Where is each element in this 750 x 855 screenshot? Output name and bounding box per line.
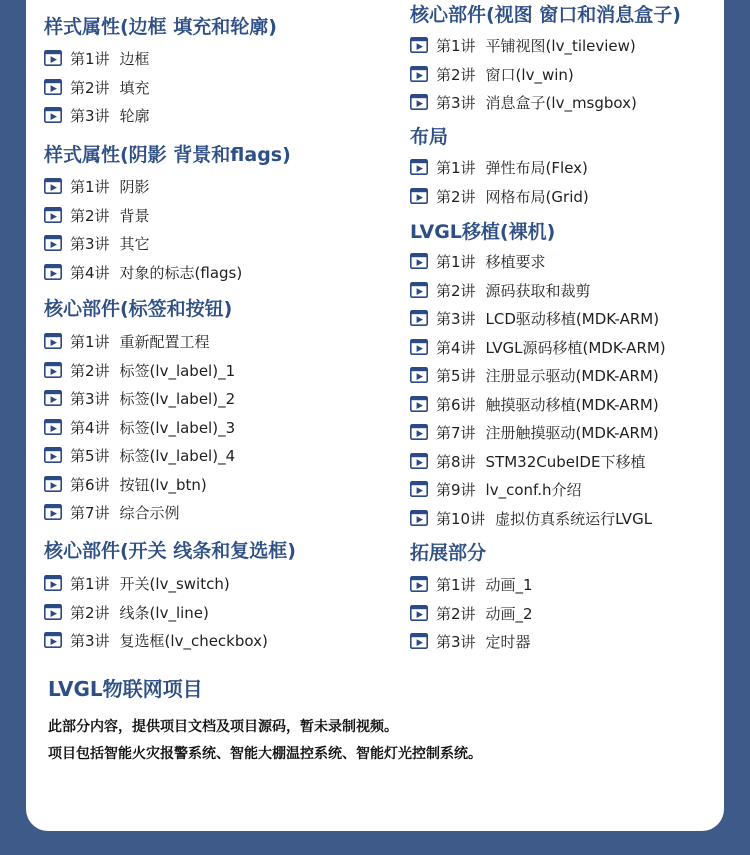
- lesson-number: 第5讲: [436, 366, 476, 385]
- lesson-number: 第2讲: [436, 65, 476, 84]
- video-play-icon: [44, 235, 62, 251]
- lesson-number: 第1讲: [70, 332, 110, 351]
- video-play-icon: [410, 94, 428, 110]
- section-title: 核心部件(视图 窗口和消息盒子): [410, 4, 681, 26]
- lesson-title: 动画_2: [485, 604, 533, 623]
- lesson-title: 注册显示驱动(MDK-ARM): [485, 366, 659, 385]
- lesson-item[interactable]: [410, 279, 591, 301]
- lesson-number: 第4讲: [70, 418, 110, 437]
- lesson-item[interactable]: [410, 421, 659, 443]
- lesson-item[interactable]: [410, 450, 645, 472]
- section-title: 布局: [410, 126, 449, 148]
- lesson-title: 窗口(lv_win): [485, 65, 574, 84]
- lesson-item[interactable]: [44, 387, 235, 409]
- lesson-number: 第2讲: [70, 78, 110, 97]
- lesson-item[interactable]: [410, 91, 637, 113]
- section-title: 样式属性(阴影 背景和flags): [44, 144, 291, 166]
- lesson-item[interactable]: [44, 330, 210, 352]
- lesson-title: 标签(lv_label)_2: [119, 389, 236, 408]
- lesson-item[interactable]: [44, 232, 150, 254]
- lesson-title: 消息盒子(lv_msgbox): [485, 93, 637, 112]
- lesson-title: 其它: [119, 234, 150, 253]
- lesson-title: LCD驱动移植(MDK-ARM): [485, 309, 660, 328]
- lesson-title: 平铺视图(lv_tileview): [485, 36, 636, 55]
- lesson-item[interactable]: [44, 473, 207, 495]
- video-play-icon: [44, 447, 62, 463]
- lesson-number: 第2讲: [436, 281, 476, 300]
- section-title: 拓展部分: [410, 542, 487, 564]
- lesson-item[interactable]: [410, 602, 533, 624]
- video-play-icon: [44, 419, 62, 435]
- video-play-icon: [410, 424, 428, 440]
- lesson-number: 第5讲: [70, 446, 110, 465]
- lesson-item[interactable]: [410, 336, 666, 358]
- lesson-title: 重新配置工程: [119, 332, 210, 351]
- lesson-number: 第7讲: [436, 423, 476, 442]
- video-play-icon: [44, 178, 62, 194]
- lesson-item[interactable]: [44, 601, 209, 623]
- lesson-item[interactable]: [44, 572, 230, 594]
- video-play-icon: [410, 159, 428, 175]
- lesson-number: 第2讲: [436, 187, 476, 206]
- lesson-title: 背景: [119, 206, 150, 225]
- video-play-icon: [44, 362, 62, 378]
- project-description-1: 此部分内容，提供项目文档及项目源码，暂未录制视频。: [48, 719, 398, 735]
- video-play-icon: [44, 604, 62, 620]
- video-play-icon: [44, 333, 62, 349]
- lesson-item[interactable]: [44, 629, 268, 651]
- video-play-icon: [410, 282, 428, 298]
- lesson-number: 第6讲: [436, 395, 476, 414]
- lesson-number: 第3讲: [70, 106, 110, 125]
- lesson-title: lv_conf.h介绍: [485, 480, 582, 499]
- lesson-number: 第3讲: [70, 389, 110, 408]
- lesson-item[interactable]: [410, 250, 546, 272]
- lesson-title: 边框: [119, 49, 150, 68]
- lesson-title: 按钮(lv_btn): [119, 475, 207, 494]
- video-play-icon: [410, 453, 428, 469]
- lesson-title: 线条(lv_line): [119, 603, 209, 622]
- lesson-title: 虚拟仿真系统运行LVGL: [495, 509, 653, 528]
- lesson-item[interactable]: [410, 63, 574, 85]
- lesson-number: 第1讲: [70, 574, 110, 593]
- lesson-number: 第3讲: [436, 632, 476, 651]
- lesson-item[interactable]: [410, 34, 636, 56]
- lesson-item[interactable]: [410, 393, 659, 415]
- lesson-number: 第1讲: [436, 575, 476, 594]
- video-play-icon: [410, 66, 428, 82]
- lesson-number: 第3讲: [436, 309, 476, 328]
- lesson-item[interactable]: [410, 364, 659, 386]
- video-play-icon: [410, 339, 428, 355]
- lesson-title: 填充: [119, 78, 150, 97]
- video-play-icon: [44, 264, 62, 280]
- lesson-number: 第3讲: [70, 631, 110, 650]
- lesson-number: 第2讲: [436, 604, 476, 623]
- lesson-item[interactable]: [44, 204, 150, 226]
- video-play-icon: [410, 576, 428, 592]
- section-title: 样式属性(边框 填充和轮廓): [44, 16, 277, 38]
- section-title: LVGL移植(裸机): [410, 221, 556, 243]
- lesson-item[interactable]: [410, 185, 589, 207]
- video-play-icon: [410, 37, 428, 53]
- lesson-number: 第2讲: [70, 361, 110, 380]
- video-play-icon: [44, 207, 62, 223]
- video-play-icon: [44, 50, 62, 66]
- lesson-title: 移植要求: [485, 252, 546, 271]
- lesson-title: 复选框(lv_checkbox): [119, 631, 268, 650]
- project-title: LVGL物联网项目: [48, 677, 203, 701]
- lesson-number: 第3讲: [436, 93, 476, 112]
- lesson-item[interactable]: [410, 507, 652, 529]
- lesson-title: 标签(lv_label)_3: [119, 418, 236, 437]
- lesson-number: 第1讲: [436, 36, 476, 55]
- lesson-item[interactable]: [44, 416, 235, 438]
- video-play-icon: [44, 79, 62, 95]
- lesson-item[interactable]: [44, 359, 235, 381]
- lesson-item[interactable]: [410, 630, 531, 652]
- lesson-number: 第8讲: [436, 452, 476, 471]
- lesson-item[interactable]: [44, 444, 235, 466]
- lesson-number: 第3讲: [70, 234, 110, 253]
- section-title: 核心部件(开关 线条和复选框): [44, 540, 296, 562]
- video-play-icon: [44, 107, 62, 123]
- video-play-icon: [410, 481, 428, 497]
- video-play-icon: [410, 633, 428, 649]
- lesson-title: 动画_1: [485, 575, 533, 594]
- lesson-number: 第4讲: [70, 263, 110, 282]
- video-play-icon: [410, 367, 428, 383]
- lesson-title: 标签(lv_label)_4: [119, 446, 236, 465]
- lesson-title: STM32CubeIDE下移植: [485, 452, 646, 471]
- lesson-title: 阴影: [119, 177, 150, 196]
- video-play-icon: [410, 188, 428, 204]
- video-play-icon: [410, 605, 428, 621]
- lesson-title: 定时器: [485, 632, 531, 651]
- lesson-title: 综合示例: [119, 503, 180, 522]
- lesson-title: 开关(lv_switch): [119, 574, 230, 593]
- lesson-number: 第1讲: [436, 158, 476, 177]
- lesson-number: 第10讲: [436, 509, 486, 528]
- lesson-item[interactable]: [410, 573, 533, 595]
- lesson-item[interactable]: [44, 76, 150, 98]
- lesson-title: 轮廓: [119, 106, 150, 125]
- lesson-item[interactable]: [410, 156, 588, 178]
- lesson-title: 触摸驱动移植(MDK-ARM): [485, 395, 659, 414]
- lesson-item[interactable]: [44, 261, 242, 283]
- video-play-icon: [410, 253, 428, 269]
- video-play-icon: [410, 510, 428, 526]
- lesson-title: 弹性布局(Flex): [485, 158, 588, 177]
- video-play-icon: [44, 632, 62, 648]
- lesson-title: 源码获取和裁剪: [485, 281, 591, 300]
- section-title: 核心部件(标签和按钮): [44, 298, 233, 320]
- video-play-icon: [44, 575, 62, 591]
- video-play-icon: [410, 396, 428, 412]
- lesson-number: 第6讲: [70, 475, 110, 494]
- lesson-item[interactable]: [44, 501, 180, 523]
- lesson-title: 网格布局(Grid): [485, 187, 589, 206]
- lesson-title: LVGL源码移植(MDK-ARM): [485, 338, 666, 357]
- lesson-number: 第1讲: [436, 252, 476, 271]
- lesson-number: 第2讲: [70, 603, 110, 622]
- video-play-icon: [44, 504, 62, 520]
- lesson-item[interactable]: [410, 307, 659, 329]
- lesson-number: 第4讲: [436, 338, 476, 357]
- lesson-title: 注册触摸驱动(MDK-ARM): [485, 423, 659, 442]
- lesson-title: 标签(lv_label)_1: [119, 361, 236, 380]
- lesson-item[interactable]: [44, 104, 150, 126]
- lesson-number: 第1讲: [70, 49, 110, 68]
- video-play-icon: [410, 310, 428, 326]
- video-play-icon: [44, 476, 62, 492]
- lesson-title: 对象的标志(flags): [119, 263, 243, 282]
- lesson-item[interactable]: [44, 47, 150, 69]
- lesson-number: 第1讲: [70, 177, 110, 196]
- lesson-number: 第2讲: [70, 206, 110, 225]
- lesson-item[interactable]: [410, 478, 582, 500]
- lesson-number: 第9讲: [436, 480, 476, 499]
- video-play-icon: [44, 390, 62, 406]
- project-description-2: 项目包括智能火灾报警系统、智能大棚温控系统、智能灯光控制系统。: [48, 746, 482, 762]
- lesson-item[interactable]: [44, 175, 150, 197]
- lesson-number: 第7讲: [70, 503, 110, 522]
